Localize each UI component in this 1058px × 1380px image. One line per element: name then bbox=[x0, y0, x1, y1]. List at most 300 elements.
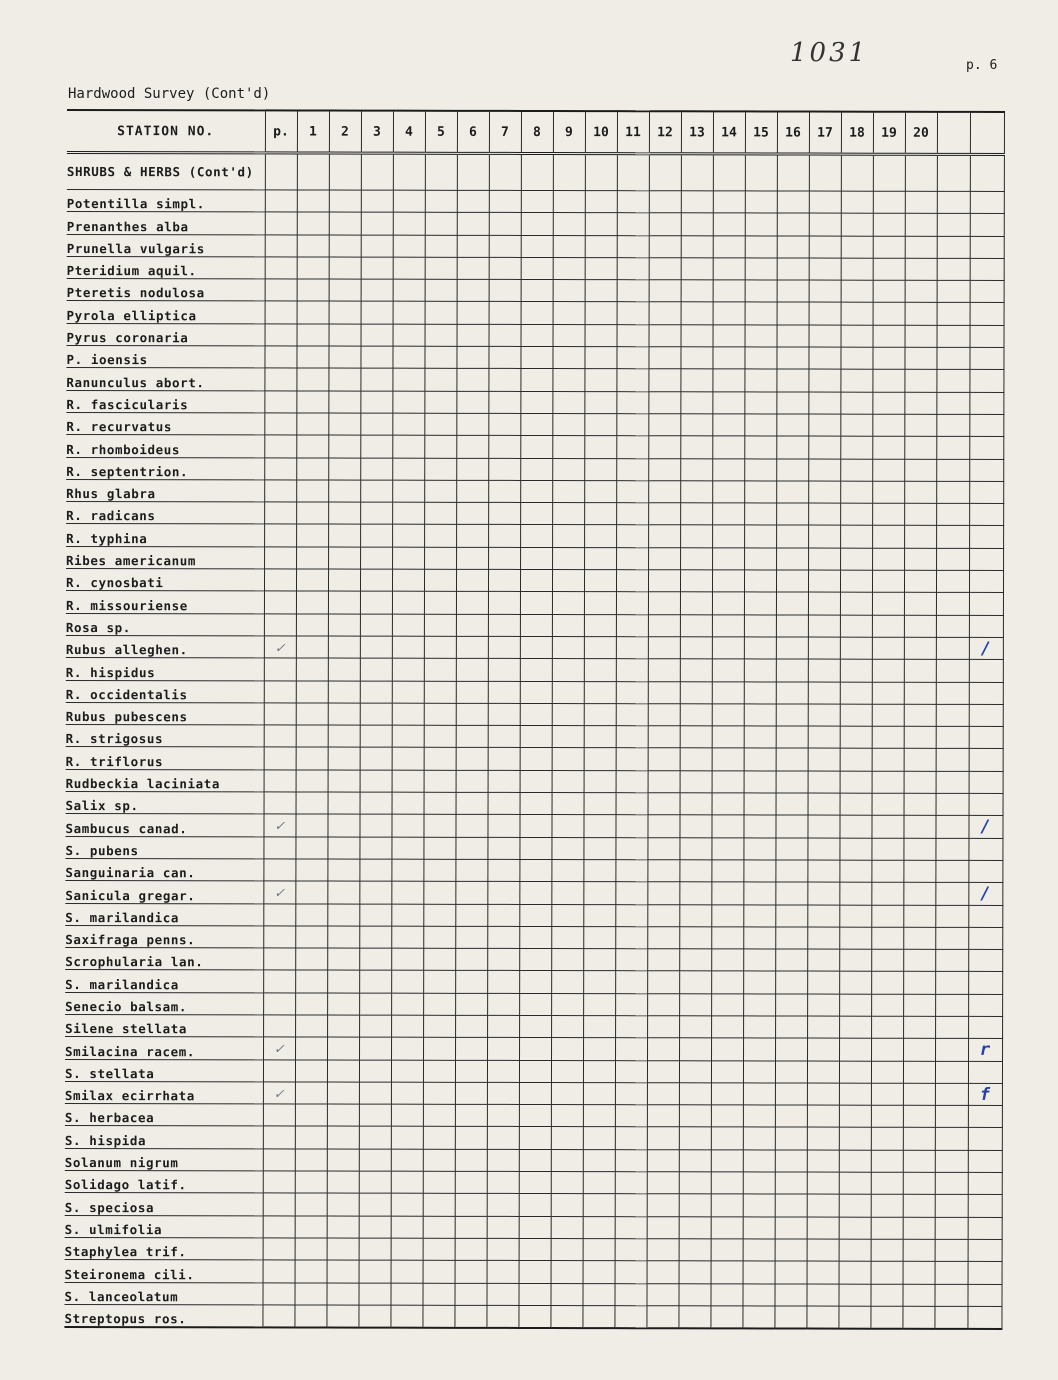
p-check-cell bbox=[263, 1216, 295, 1238]
tally-cell bbox=[968, 860, 1002, 882]
station-cell bbox=[776, 592, 808, 614]
station-cell bbox=[776, 748, 808, 770]
station-cell bbox=[904, 682, 936, 704]
station-cell bbox=[871, 1128, 903, 1150]
station-cell bbox=[454, 1305, 486, 1328]
station-cell bbox=[488, 592, 520, 614]
station-cell bbox=[904, 615, 936, 637]
station-cell bbox=[743, 971, 775, 993]
station-cell bbox=[520, 525, 552, 547]
tally-cell bbox=[968, 949, 1002, 971]
station-cell bbox=[840, 548, 872, 570]
table-row bbox=[65, 1215, 1002, 1239]
column-header: 20 bbox=[905, 112, 937, 155]
station-cell bbox=[808, 704, 840, 726]
table-row bbox=[65, 881, 1002, 905]
station-cell bbox=[616, 748, 648, 770]
station-cell bbox=[775, 1127, 807, 1149]
station-cell bbox=[392, 458, 424, 480]
table-row bbox=[66, 435, 1003, 459]
station-cell bbox=[617, 280, 649, 302]
station-cell bbox=[455, 882, 487, 904]
station-cell bbox=[294, 1305, 326, 1328]
station-cell bbox=[295, 1126, 327, 1148]
station-cell bbox=[841, 258, 873, 280]
station-cell bbox=[521, 324, 553, 346]
station-cell bbox=[743, 1105, 775, 1127]
station-cell bbox=[680, 347, 712, 369]
station-cell bbox=[552, 570, 584, 592]
station-cell bbox=[903, 927, 935, 949]
station-cell bbox=[616, 592, 648, 614]
station-cell bbox=[903, 1195, 935, 1217]
station-cell bbox=[392, 748, 424, 770]
station-cell bbox=[903, 838, 935, 860]
station-cell bbox=[904, 793, 936, 815]
station-cell bbox=[456, 458, 488, 480]
station-cell bbox=[359, 971, 391, 993]
station-cell bbox=[584, 748, 616, 770]
station-cell bbox=[680, 592, 712, 614]
station-cell bbox=[456, 569, 488, 591]
p-check-cell bbox=[263, 1059, 295, 1081]
station-cell bbox=[648, 525, 680, 547]
station-cell bbox=[295, 948, 327, 970]
station-cell bbox=[488, 569, 520, 591]
tally-cell bbox=[967, 1306, 1001, 1329]
tally-cell bbox=[969, 593, 1003, 615]
station-cell bbox=[296, 591, 328, 613]
station-cell bbox=[553, 213, 585, 235]
species-name: Rubus pubescens bbox=[66, 702, 264, 725]
station-cell bbox=[935, 1128, 968, 1150]
tally-cell bbox=[969, 504, 1003, 526]
species-name: Pteridium aquil. bbox=[67, 256, 265, 279]
station-cell bbox=[360, 614, 392, 636]
tally-cell bbox=[969, 370, 1003, 392]
station-cell bbox=[520, 748, 552, 770]
station-cell bbox=[456, 703, 488, 725]
station-cell bbox=[455, 1238, 487, 1260]
species-name: Smilacina racem. bbox=[65, 1037, 263, 1060]
station-cell bbox=[935, 816, 968, 838]
station-cell bbox=[487, 859, 519, 881]
station-cell bbox=[712, 614, 744, 636]
table-row bbox=[65, 970, 1002, 994]
station-cell bbox=[648, 481, 680, 503]
station-cell bbox=[904, 637, 936, 659]
station-cell bbox=[744, 347, 776, 369]
station-cell bbox=[809, 303, 841, 325]
station-cell bbox=[487, 1127, 519, 1149]
station-cell bbox=[809, 325, 841, 347]
station-cell bbox=[871, 1038, 903, 1060]
station-cell bbox=[807, 1038, 839, 1060]
station-cell bbox=[488, 436, 520, 458]
station-cell bbox=[455, 815, 487, 837]
station-cell bbox=[328, 458, 360, 480]
station-cell bbox=[487, 1238, 519, 1260]
station-cell bbox=[711, 1172, 743, 1194]
station-cell bbox=[296, 614, 328, 636]
station-cell bbox=[936, 793, 969, 815]
station-cell bbox=[455, 859, 487, 881]
station-cell bbox=[713, 213, 745, 235]
station-cell bbox=[838, 1306, 870, 1329]
station-cell bbox=[681, 258, 713, 280]
station-cell bbox=[521, 257, 553, 279]
station-cell bbox=[519, 926, 551, 948]
station-cell bbox=[583, 1261, 615, 1283]
station-cell bbox=[840, 369, 872, 391]
station-cell bbox=[903, 994, 935, 1016]
station-cell bbox=[775, 1061, 807, 1083]
station-cell bbox=[360, 748, 392, 770]
empty-cell bbox=[585, 154, 617, 191]
station-cell bbox=[743, 949, 775, 971]
station-cell bbox=[583, 1149, 615, 1171]
station-cell bbox=[488, 346, 520, 368]
station-cell bbox=[904, 481, 936, 503]
station-cell bbox=[456, 748, 488, 770]
tally-cell bbox=[969, 704, 1003, 726]
station-cell bbox=[904, 771, 936, 793]
station-cell bbox=[521, 280, 553, 302]
station-cell bbox=[583, 837, 615, 859]
p-check-cell bbox=[264, 547, 296, 569]
station-cell bbox=[616, 369, 648, 391]
station-cell bbox=[327, 1193, 359, 1215]
station-cell bbox=[744, 637, 776, 659]
station-cell bbox=[520, 636, 552, 658]
station-cell bbox=[584, 414, 616, 436]
station-cell bbox=[358, 1283, 390, 1305]
empty-cell bbox=[905, 154, 937, 191]
station-cell bbox=[678, 1283, 710, 1305]
station-cell bbox=[616, 793, 648, 815]
station-cell bbox=[648, 369, 680, 391]
station-no-header: STATION NO. bbox=[67, 110, 265, 153]
station-cell bbox=[296, 502, 328, 524]
table-row bbox=[65, 858, 1002, 882]
station-cell bbox=[327, 1037, 359, 1059]
station-cell bbox=[617, 235, 649, 257]
station-cell bbox=[455, 948, 487, 970]
station-cell bbox=[423, 926, 455, 948]
table-row bbox=[66, 680, 1003, 704]
station-cell bbox=[745, 325, 777, 347]
station-cell bbox=[934, 1284, 967, 1306]
station-cell bbox=[744, 392, 776, 414]
station-cell bbox=[903, 1172, 935, 1194]
p-check-cell bbox=[265, 279, 297, 301]
station-cell bbox=[904, 659, 936, 681]
station-cell bbox=[871, 1150, 903, 1172]
station-cell bbox=[295, 1238, 327, 1260]
station-cell bbox=[935, 860, 968, 882]
station-cell bbox=[647, 815, 679, 837]
station-cell bbox=[328, 747, 360, 769]
station-cell bbox=[743, 860, 775, 882]
station-cell bbox=[809, 280, 841, 302]
station-cell bbox=[839, 838, 871, 860]
station-cell bbox=[423, 948, 455, 970]
station-cell bbox=[359, 837, 391, 859]
station-cell bbox=[295, 837, 327, 859]
station-cell bbox=[360, 368, 392, 390]
tally-cell bbox=[970, 281, 1004, 303]
tally-cell bbox=[969, 459, 1003, 481]
station-cell bbox=[584, 391, 616, 413]
station-cell bbox=[744, 525, 776, 547]
station-cell bbox=[327, 926, 359, 948]
station-cell bbox=[425, 235, 457, 257]
station-cell bbox=[647, 1149, 679, 1171]
station-cell bbox=[712, 726, 744, 748]
station-cell bbox=[552, 369, 584, 391]
station-cell bbox=[359, 1127, 391, 1149]
station-cell bbox=[936, 370, 969, 392]
station-cell bbox=[840, 503, 872, 525]
station-cell bbox=[583, 1060, 615, 1082]
column-header: 17 bbox=[809, 112, 841, 155]
station-cell bbox=[297, 279, 329, 301]
station-cell bbox=[390, 1283, 422, 1305]
station-cell bbox=[552, 726, 584, 748]
species-name: Senecio balsam. bbox=[65, 992, 263, 1015]
tally-cell bbox=[969, 347, 1003, 369]
station-cell bbox=[777, 325, 809, 347]
station-cell bbox=[360, 703, 392, 725]
station-cell bbox=[615, 1172, 647, 1194]
species-name: R. rhomboideus bbox=[66, 435, 264, 458]
station-cell bbox=[743, 1016, 775, 1038]
station-cell bbox=[775, 971, 807, 993]
column-header: 11 bbox=[617, 111, 649, 154]
station-cell bbox=[423, 904, 455, 926]
station-cell bbox=[424, 346, 456, 368]
station-cell bbox=[391, 1015, 423, 1037]
p-check-cell bbox=[264, 435, 296, 457]
station-cell bbox=[840, 414, 872, 436]
station-cell bbox=[296, 792, 328, 814]
station-cell bbox=[648, 704, 680, 726]
station-cell bbox=[296, 458, 328, 480]
tally-cell bbox=[968, 1128, 1002, 1150]
station-cell bbox=[328, 391, 360, 413]
station-cell bbox=[361, 212, 393, 234]
station-cell bbox=[423, 1149, 455, 1171]
p-check-cell bbox=[264, 725, 296, 747]
station-cell bbox=[872, 771, 904, 793]
p-check-cell bbox=[264, 614, 296, 636]
table-row bbox=[65, 1104, 1002, 1128]
station-cell bbox=[681, 280, 713, 302]
station-cell bbox=[520, 659, 552, 681]
species-name: R. radicans bbox=[66, 502, 264, 525]
table-row bbox=[66, 747, 1003, 771]
station-cell bbox=[519, 1194, 551, 1216]
station-cell bbox=[552, 503, 584, 525]
tally-cell bbox=[969, 392, 1003, 414]
station-cell bbox=[807, 882, 839, 904]
tally-cell bbox=[969, 660, 1003, 682]
station-cell bbox=[456, 792, 488, 814]
station-cell bbox=[552, 347, 584, 369]
station-cell bbox=[520, 369, 552, 391]
station-cell bbox=[936, 392, 969, 414]
station-cell bbox=[936, 660, 969, 682]
station-cell bbox=[808, 481, 840, 503]
station-cell bbox=[680, 481, 712, 503]
station-cell bbox=[327, 1238, 359, 1260]
species-name: Pyrola elliptica bbox=[67, 301, 265, 324]
station-cell bbox=[679, 1016, 711, 1038]
species-name: S. marilandica bbox=[65, 903, 263, 926]
station-cell bbox=[712, 548, 744, 570]
station-cell bbox=[359, 1149, 391, 1171]
station-cell bbox=[776, 481, 808, 503]
tally-cell bbox=[969, 548, 1003, 570]
station-cell bbox=[679, 1060, 711, 1082]
station-cell bbox=[872, 481, 904, 503]
station-cell bbox=[744, 481, 776, 503]
species-name: Rubus alleghen. bbox=[66, 635, 264, 658]
station-cell bbox=[327, 970, 359, 992]
station-cell bbox=[808, 726, 840, 748]
table-row bbox=[65, 1171, 1002, 1195]
table-row bbox=[65, 925, 1002, 949]
station-cell bbox=[871, 882, 903, 904]
station-cell bbox=[584, 637, 616, 659]
station-cell bbox=[776, 548, 808, 570]
column-header: 1 bbox=[297, 110, 329, 153]
station-cell bbox=[648, 793, 680, 815]
station-cell bbox=[360, 435, 392, 457]
station-cell bbox=[648, 436, 680, 458]
station-cell bbox=[648, 503, 680, 525]
station-cell bbox=[904, 726, 936, 748]
station-cell bbox=[615, 1216, 647, 1238]
station-cell bbox=[807, 1239, 839, 1261]
station-cell bbox=[680, 525, 712, 547]
station-cell bbox=[487, 1149, 519, 1171]
station-cell bbox=[392, 502, 424, 524]
station-cell bbox=[649, 324, 681, 346]
station-cell bbox=[745, 280, 777, 302]
station-cell bbox=[807, 949, 839, 971]
station-cell bbox=[296, 368, 328, 390]
station-cell bbox=[934, 1306, 967, 1329]
station-cell bbox=[872, 793, 904, 815]
station-cell bbox=[904, 704, 936, 726]
station-cell bbox=[681, 191, 713, 213]
station-cell bbox=[359, 1082, 391, 1104]
station-cell bbox=[808, 771, 840, 793]
station-cell bbox=[296, 480, 328, 502]
station-cell bbox=[295, 1260, 327, 1282]
station-cell bbox=[520, 413, 552, 435]
station-cell bbox=[360, 591, 392, 613]
species-name: R. triflorus bbox=[66, 747, 264, 770]
p-check-cell bbox=[263, 1082, 295, 1104]
station-cell bbox=[327, 814, 359, 836]
column-header: 10 bbox=[585, 111, 617, 154]
station-cell bbox=[808, 347, 840, 369]
station-cell bbox=[519, 1238, 551, 1260]
station-cell bbox=[808, 526, 840, 548]
station-cell bbox=[679, 860, 711, 882]
station-cell bbox=[936, 726, 969, 748]
column-header: 6 bbox=[457, 111, 489, 154]
p-check-cell bbox=[264, 680, 296, 702]
station-cell bbox=[296, 569, 328, 591]
station-cell bbox=[425, 257, 457, 279]
station-cell bbox=[935, 1262, 968, 1284]
station-cell bbox=[903, 1239, 935, 1261]
station-cell bbox=[776, 726, 808, 748]
station-cell bbox=[616, 547, 648, 569]
station-cell bbox=[392, 413, 424, 435]
station-cell bbox=[807, 905, 839, 927]
station-cell bbox=[455, 1060, 487, 1082]
station-cell bbox=[456, 659, 488, 681]
p-check-cell bbox=[265, 257, 297, 279]
station-cell bbox=[711, 971, 743, 993]
station-cell bbox=[935, 1239, 968, 1261]
station-cell bbox=[647, 1216, 679, 1238]
station-cell bbox=[585, 302, 617, 324]
station-cell bbox=[647, 904, 679, 926]
station-cell bbox=[711, 882, 743, 904]
station-cell bbox=[904, 570, 936, 592]
species-name: Rosa sp. bbox=[66, 613, 264, 636]
station-cell bbox=[744, 548, 776, 570]
station-cell bbox=[710, 1306, 742, 1329]
table-row bbox=[66, 412, 1003, 436]
station-cell bbox=[327, 1216, 359, 1238]
station-cell bbox=[583, 1038, 615, 1060]
empty-cell bbox=[617, 154, 649, 191]
station-cell bbox=[775, 949, 807, 971]
station-cell bbox=[936, 526, 969, 548]
station-cell bbox=[551, 1194, 583, 1216]
station-cell bbox=[681, 302, 713, 324]
station-cell bbox=[455, 1038, 487, 1060]
station-cell bbox=[551, 1172, 583, 1194]
station-cell bbox=[839, 1194, 871, 1216]
table-row bbox=[66, 390, 1003, 414]
station-cell bbox=[872, 392, 904, 414]
station-cell bbox=[871, 1239, 903, 1261]
station-cell bbox=[455, 926, 487, 948]
station-cell bbox=[583, 1016, 615, 1038]
table-row bbox=[65, 1014, 1002, 1038]
species-name: Prunella vulgaris bbox=[67, 234, 265, 257]
station-cell bbox=[904, 459, 936, 481]
species-name: Pteretis nodulosa bbox=[67, 279, 265, 302]
station-cell bbox=[328, 480, 360, 502]
column-header: 15 bbox=[745, 111, 777, 154]
station-cell bbox=[616, 436, 648, 458]
station-cell bbox=[328, 681, 360, 703]
station-cell bbox=[872, 637, 904, 659]
station-cell bbox=[393, 257, 425, 279]
station-cell bbox=[329, 190, 361, 212]
column-header: 8 bbox=[521, 111, 553, 154]
station-cell bbox=[519, 1082, 551, 1104]
species-name: S. speciosa bbox=[65, 1193, 263, 1216]
